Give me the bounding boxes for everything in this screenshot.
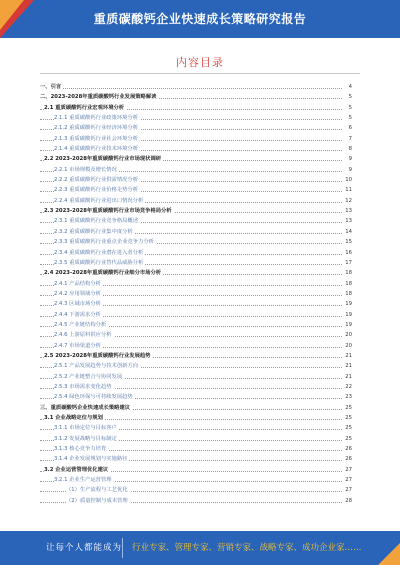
toc-entry[interactable] <box>40 123 352 133</box>
toc-entry-title: 2.4.6 上游原料供应分析 <box>54 330 114 340</box>
toc-page-number: 28 <box>342 496 352 506</box>
toc-page-number: 18 <box>342 268 352 278</box>
toc-entry[interactable] <box>40 92 352 102</box>
toc-page-number: 4 <box>342 82 352 92</box>
toc-page-number: 22 <box>342 382 352 392</box>
toc-entry-title: 2.4.1 产品结构分析 <box>54 279 103 289</box>
toc-page-number: 18 <box>342 279 352 289</box>
footer-roles: 行业专家、管理专家、营销专家、战略专家、成功企业家…… <box>132 543 362 553</box>
toc-entry-title: 2.2.2 重质碳酸钙行业供需情况分析 <box>54 175 140 185</box>
toc-entry-title: 2.5.4 绿色环保与可持续发展趋势 <box>54 392 135 402</box>
toc-entry-title: 2.3 2023-2028年重质碳酸钙行业市场竞争格局分析 <box>44 206 174 216</box>
toc-entry[interactable] <box>40 361 352 371</box>
toc-entry[interactable] <box>40 423 352 433</box>
toc-entry-title: 2.5.1 产品发展趋势与技术创新方向 <box>54 361 140 371</box>
toc-page-number: 18 <box>342 289 352 299</box>
toc-entry[interactable] <box>40 82 352 92</box>
toc-entry[interactable] <box>40 444 352 454</box>
toc-entry[interactable] <box>40 165 352 175</box>
toc-entry-title: 2.2.4 重质碳酸钙行业进出口情况分析 <box>54 196 145 206</box>
footer-slogan: 让每个人都能成为 <box>46 543 123 553</box>
footer-separator <box>122 538 123 558</box>
toc-entry-title: 2.2.1 市场规模及增长情况 <box>54 165 119 175</box>
toc-entry[interactable] <box>40 454 352 464</box>
toc-page-number: 14 <box>342 227 352 237</box>
toc-entry-title: （1）生产流程与工艺优化 <box>66 485 130 495</box>
toc-page-number: 10 <box>342 175 352 185</box>
toc-page-number: 27 <box>342 475 352 485</box>
toc-page-number: 9 <box>342 154 352 164</box>
toc-entry[interactable] <box>40 434 352 444</box>
toc-entry-title: 2.3.1 重质碳酸钙行业竞争格局概述 <box>54 216 140 226</box>
toc-entry-title: 2.1.1 重质碳酸钙行业政策环境分析 <box>54 113 140 123</box>
toc-entry[interactable] <box>40 392 352 402</box>
toc-entry[interactable] <box>40 496 352 506</box>
toc-page-number: 5 <box>342 92 352 102</box>
toc-entry-title: 三、重质碳酸钙企业快速成长策略建议 <box>40 403 132 413</box>
toc-entry-title: 3.1 企业战略定位与规划 <box>44 413 105 423</box>
toc-page-number: 20 <box>342 341 352 351</box>
toc-page-number: 5 <box>342 113 352 123</box>
toc-entry[interactable] <box>40 310 352 320</box>
toc-entry[interactable] <box>40 289 352 299</box>
toc-entry[interactable] <box>40 134 352 144</box>
toc-entry[interactable] <box>40 403 352 413</box>
toc-page-number: 12 <box>342 196 352 206</box>
toc-entry-title: 2.3.5 重质碳酸钙行业替代品威胁分析 <box>54 258 145 268</box>
report-header <box>0 0 400 38</box>
toc-entry[interactable] <box>40 154 352 164</box>
toc-entry[interactable] <box>40 185 352 195</box>
toc-entry[interactable] <box>40 299 352 309</box>
toc-entry-title: 3.2 企业运营管理优化建议 <box>44 465 110 475</box>
toc-page-number: 25 <box>342 423 352 433</box>
toc-entry-title: （2）质量控制与成本管理 <box>66 496 130 506</box>
toc-entry-title: 2.4.2 应用领域分析 <box>54 289 103 299</box>
toc-page-number: 17 <box>342 258 352 268</box>
toc-entry-title: 2.1.2 重质碳酸钙行业经济环境分析 <box>54 123 140 133</box>
toc-page-number: 27 <box>342 485 352 495</box>
toc-page-number: 21 <box>342 351 352 361</box>
toc-entry[interactable] <box>40 341 352 351</box>
toc-entry-title: 二、2023-2028年重质碳酸钙行业发展策略解读 <box>40 92 158 102</box>
toc-entry-title: 2.4.5 产业链结构分析 <box>54 320 108 330</box>
toc-page-number: 13 <box>342 216 352 226</box>
toc-entry-title: 2.5 2023-2028年重质碳酸钙行业发展趋势 <box>44 351 152 361</box>
toc-entry[interactable] <box>40 330 352 340</box>
toc-entry-title: 2.1.3 重质碳酸钙行业社会环境分析 <box>54 134 140 144</box>
toc-entry-title: 3.1.4 企业发展规划与实施路径 <box>54 454 129 464</box>
toc-page-number: 9 <box>342 165 352 175</box>
toc-entry[interactable] <box>40 175 352 185</box>
toc-page-number: 26 <box>342 444 352 454</box>
report-footer <box>0 531 400 565</box>
toc-entry-title: 2.3.3 重质碳酸钙行业重点企业竞争力分析 <box>54 237 156 247</box>
toc-entry-title: 2.3.2 重质碳酸钙行业集中度分析 <box>54 227 135 237</box>
toc-entry-title: 2.3.4 重质碳酸钙行业潜在进入者分析 <box>54 248 145 258</box>
toc-entry-title: 2.2.3 重质碳酸钙行业价格走势分析 <box>54 185 140 195</box>
toc-page-number: 23 <box>342 392 352 402</box>
table-of-contents <box>40 82 352 506</box>
toc-entry-title: 2.4.4 下游需求分析 <box>54 310 103 320</box>
toc-entry[interactable] <box>40 382 352 392</box>
toc-entry[interactable] <box>40 248 352 258</box>
toc-entry[interactable] <box>40 227 352 237</box>
toc-entry[interactable] <box>40 413 352 423</box>
toc-entry[interactable] <box>40 237 352 247</box>
toc-page-number: 26 <box>342 454 352 464</box>
toc-entry-title: 2.2 2023-2028年重质碳酸钙行业市场现状调研 <box>44 154 163 164</box>
toc-entry-title: 2.4.7 市场渠道分析 <box>54 341 103 351</box>
toc-entry-title: 3.1.3 核心竞争力培育 <box>54 444 108 454</box>
toc-entry[interactable] <box>40 196 352 206</box>
toc-entry[interactable] <box>40 351 352 361</box>
toc-entry[interactable] <box>40 320 352 330</box>
toc-page-number: 13 <box>342 206 352 216</box>
toc-entry-title: 2.1 重质碳酸钙行业宏观环境分析 <box>44 103 126 113</box>
report-title: 重质碳酸钙企业快速成长策略研究报告 <box>93 12 307 26</box>
toc-page-number: 15 <box>342 237 352 247</box>
toc-page-number: 25 <box>342 413 352 423</box>
title-divider <box>40 73 360 74</box>
toc-entry-title: 2.5.3 市场需求变化趋势 <box>54 382 114 392</box>
toc-entry-title: 3.1.1 市场定位与目标客户 <box>54 423 119 433</box>
toc-entry[interactable] <box>40 372 352 382</box>
toc-page-number: 25 <box>342 434 352 444</box>
toc-page-number: 21 <box>342 361 352 371</box>
toc-page-number: 8 <box>342 144 352 154</box>
toc-entry-title: 一、引言 <box>40 82 63 92</box>
toc-page-number: 21 <box>342 372 352 382</box>
toc-page-number: 27 <box>342 465 352 475</box>
toc-entry[interactable] <box>40 216 352 226</box>
toc-entry-title: 2.4.3 区域市场分析 <box>54 299 103 309</box>
toc-page-number: 7 <box>342 134 352 144</box>
toc-entry-title: 3.1.2 发展战略与目标制定 <box>54 434 119 444</box>
toc-page-number: 25 <box>342 403 352 413</box>
footer-orange-corner <box>378 543 400 565</box>
toc-entry[interactable] <box>40 113 352 123</box>
toc-entry[interactable] <box>40 465 352 475</box>
toc-entry[interactable] <box>40 103 352 113</box>
toc-page-number: 6 <box>342 123 352 133</box>
page-title: 内容目录 <box>176 56 224 69</box>
toc-entry[interactable] <box>40 258 352 268</box>
toc-entry-title: 2.1.4 重质碳酸钙行业技术环境分析 <box>54 144 140 154</box>
toc-page-number: 19 <box>342 299 352 309</box>
toc-entry[interactable] <box>40 206 352 216</box>
toc-entry[interactable] <box>40 485 352 495</box>
toc-entry[interactable] <box>40 144 352 154</box>
toc-page-number: 16 <box>342 248 352 258</box>
toc-entry[interactable] <box>40 475 352 485</box>
toc-entry[interactable] <box>40 268 352 278</box>
toc-entry-title: 3.2.1 企业生产运营管理 <box>54 475 114 485</box>
toc-leader-dots <box>40 88 344 89</box>
toc-page-number: 5 <box>342 103 352 113</box>
toc-page-number: 20 <box>342 330 352 340</box>
toc-entry-title: 2.4 2023-2028年重质碳酸钙行业细分市场分析 <box>44 268 163 278</box>
toc-page-number: 19 <box>342 310 352 320</box>
toc-entry-title: 2.5.2 产业链整合与协同发展 <box>54 372 124 382</box>
toc-page-number: 19 <box>342 320 352 330</box>
toc-entry[interactable] <box>40 279 352 289</box>
toc-page-number: 11 <box>342 185 352 195</box>
